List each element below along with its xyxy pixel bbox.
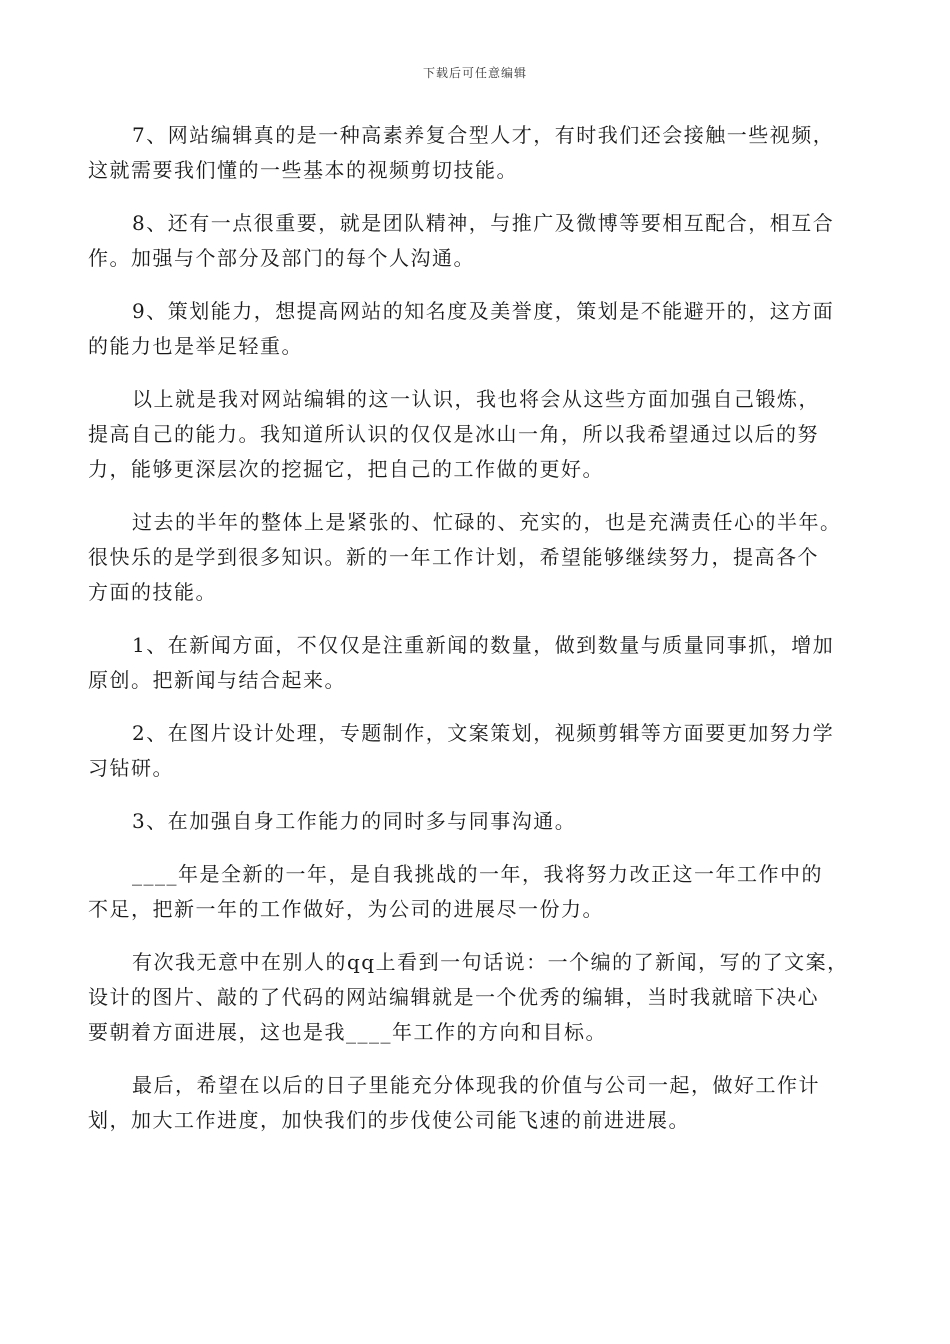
paragraph <box>88 294 866 364</box>
paragraph-line: 1、在新闻方面，不仅仅是注重新闻的数量，做到数量与质量同事抓，增加 <box>132 633 835 657</box>
paragraph <box>88 505 866 610</box>
page-header: 下载后可任意编辑 <box>422 66 527 80</box>
paragraph <box>88 382 866 487</box>
paragraph-line: 力，能够更深层次的挖掘它，把自己的工作做的更好。 <box>88 457 604 481</box>
paragraph-line: 提高自己的能力。我知道所认识的仅仅是冰山一角，所以我希望通过以后的努 <box>88 422 819 446</box>
paragraph-line: 2、在图片设计处理，专题制作，文案策划，视频剪辑等方面要更加努力学 <box>132 721 835 745</box>
paragraph-line: 划，加大工作进度，加快我们的步伐使公司能飞速的前进进展。 <box>88 1108 690 1132</box>
paragraph <box>88 945 866 1050</box>
paragraph-line: 以上就是我对网站编辑的这一认识，我也将会从这些方面加强自己锻炼， <box>132 387 820 411</box>
paragraph-line: 3、在加强自身工作能力的同时多与同事沟通。 <box>132 809 577 833</box>
paragraph-line: 设计的图片、敲的了代码的网站编辑就是一个优秀的编辑，当时我就暗下决心 <box>88 985 819 1009</box>
paragraph-line: 这就需要我们懂的一些基本的视频剪切技能。 <box>88 158 518 182</box>
paragraph-line: 过去的半年的整体上是紧张的、忙碌的、充实的，也是充满责任心的半年。 <box>132 510 842 534</box>
paragraph <box>88 628 866 698</box>
paragraph-line: 方面的技能。 <box>88 580 217 604</box>
paragraph-line: 作。加强与个部分及部门的每个人沟通。 <box>88 246 475 270</box>
paragraph-line: 习钻研。 <box>88 756 174 780</box>
paragraph-line: ____年是全新的一年，是自我挑战的一年，我将努力改正这一年工作中的 <box>132 862 823 886</box>
paragraph-line: 9、策划能力，想提高网站的知名度及美誉度，策划是不能避开的，这方面 <box>132 299 835 323</box>
paragraph <box>88 804 866 839</box>
paragraph-line: 8、还有一点很重要，就是团队精神，与推广及微博等要相互配合，相互合 <box>132 211 835 235</box>
paragraph-line: 的能力也是举足轻重。 <box>88 334 303 358</box>
paragraph <box>88 118 866 188</box>
paragraph-line: 最后，希望在以后的日子里能充分体现我的价值与公司一起，做好工作计 <box>132 1073 820 1097</box>
paragraph <box>88 206 866 276</box>
paragraph <box>88 1068 866 1138</box>
paragraph-line: 有次我无意中在别人的qq上看到一句话说：一个编的了新闻，写的了文案， <box>132 950 849 974</box>
paragraph-line: 不足，把新一年的工作做好，为公司的进展尽一份力。 <box>88 897 604 921</box>
paragraph <box>88 857 866 927</box>
paragraph-line: 原创。把新闻与结合起来。 <box>88 668 346 692</box>
document-body <box>88 118 866 1156</box>
paragraph-line: 7、网站编辑真的是一种高素养复合型人才，有时我们还会接触一些视频， <box>132 123 835 147</box>
paragraph <box>88 716 866 786</box>
paragraph-line: 很快乐的是学到很多知识。新的一年工作计划，希望能够继续努力，提高各个 <box>88 545 819 569</box>
paragraph-line: 要朝着方面进展，这也是我____年工作的方向和目标。 <box>88 1020 607 1044</box>
